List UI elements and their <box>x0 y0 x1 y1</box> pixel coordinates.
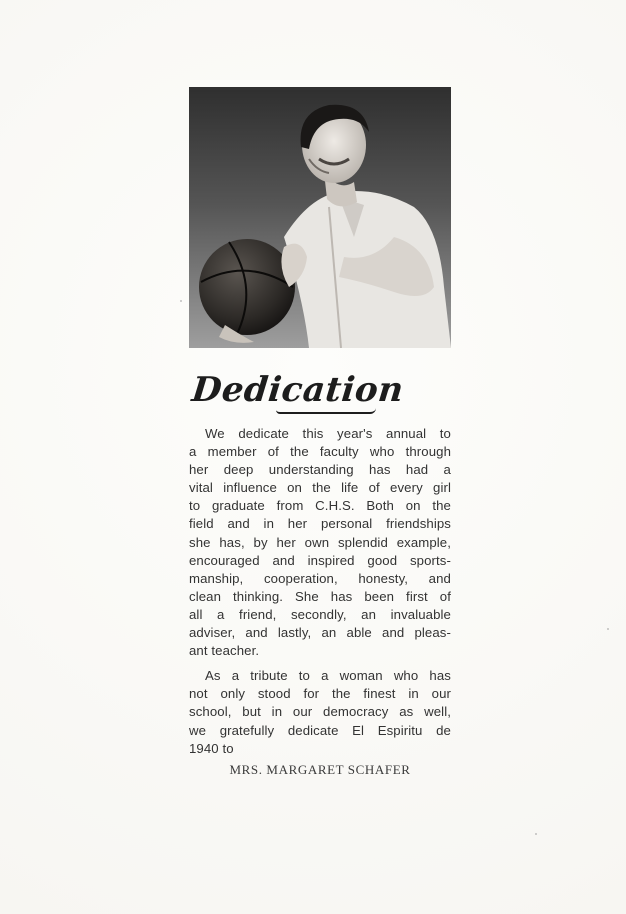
text-line: all a friend, secondly, an invaluable <box>189 606 451 622</box>
text-line: clean thinking. She has been first of <box>189 588 451 604</box>
text-line: adviser, and lastly, an able and pleas- <box>189 625 451 641</box>
paper-speck <box>180 300 182 302</box>
text-line: 1940 to <box>189 740 234 756</box>
text-line: a member of the faculty who through <box>189 444 451 460</box>
text-line: vital influence on the life of every girl <box>189 480 451 496</box>
text-line: her deep understanding has had a <box>189 462 451 478</box>
paragraph-1 <box>189 425 451 660</box>
paper-speck <box>535 833 537 835</box>
woman-with-basketball-image <box>189 87 451 348</box>
text-line: manship, cooperation, honesty, and <box>189 570 451 586</box>
page-title: Dedication <box>189 370 406 410</box>
title-flourish <box>276 408 376 414</box>
text-line: school, but in our democracy as well, <box>189 704 451 720</box>
text-line: We dedicate this year's annual to <box>205 426 451 441</box>
paragraph-2 <box>189 667 451 757</box>
text-line: to graduate from C.H.S. Both on the <box>189 498 451 514</box>
paper-speck <box>607 628 609 630</box>
text-line: ant teacher. <box>189 643 260 659</box>
dedication-text <box>189 425 451 758</box>
text-line: field and in her personal friendships <box>189 516 451 532</box>
dedicatee-name: MRS. MARGARET SCHAFER <box>229 762 411 777</box>
text-line: we gratefully dedicate El Espiritu de <box>189 722 451 738</box>
dedication-photo <box>189 87 451 348</box>
text-line: encouraged and inspired good sports- <box>189 552 451 568</box>
text-line: not only stood for the finest in our <box>189 686 451 702</box>
text-line: she has, by her own splendid example, <box>189 534 451 550</box>
text-line: As a tribute to a woman who has <box>205 668 451 684</box>
